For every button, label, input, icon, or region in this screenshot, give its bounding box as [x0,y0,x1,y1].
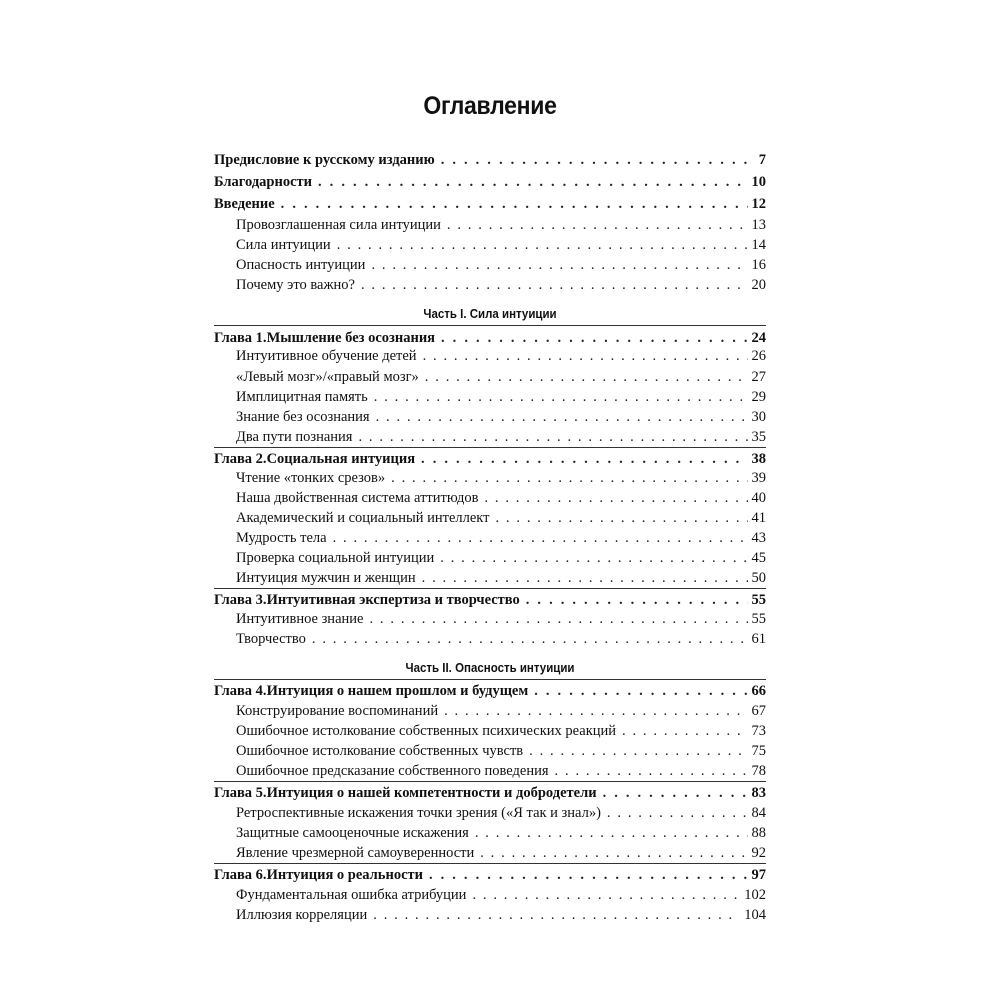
toc-section-title: Имплицитная память [236,389,368,405]
toc-section-page: 61 [751,631,766,647]
leader-dots [361,274,748,296]
chapter-title: Интуитивная экспертиза и творчество [266,592,520,608]
toc-chapter[interactable] [214,864,766,886]
leader-dots [333,527,748,549]
leader-dots [318,171,747,193]
toc-section-title: Ошибочное истолкование собственных психических реакций [236,723,617,739]
toc-section-page: 78 [751,763,766,779]
chapter-number: Глава 1. [214,330,267,346]
toc-section-page: 41 [751,510,766,526]
toc-section[interactable] [214,608,766,630]
toc-section-title: Интуитивное знание [236,611,364,627]
leader-dots [374,386,748,408]
toc-section-page: 67 [751,703,766,719]
toc-section-page: 14 [751,237,766,253]
chapter-number: Глава 3. [214,592,267,608]
leader-dots [371,254,747,276]
leader-dots [475,822,748,844]
toc-section[interactable] [214,467,766,489]
toc-section[interactable] [214,254,766,276]
toc-section-page: 39 [751,470,766,486]
toc-section-title: Провозглашенная сила интуиции [236,217,441,233]
toc-section-page: 88 [751,825,766,841]
toc-section[interactable] [214,345,766,367]
toc-section-title: Интуитивное обучение детей [236,348,417,364]
leader-dots [422,567,748,589]
leader-dots [337,234,748,256]
toc-section-page: 84 [751,805,766,821]
toc-section-page: 43 [751,530,766,546]
toc-section[interactable] [214,720,766,742]
leader-dots [622,720,747,742]
toc-section-title: Явление чрезмерной самоуверенности [236,845,475,861]
leader-dots [484,487,747,509]
leader-dots [441,149,755,171]
toc-section[interactable] [214,760,766,782]
leader-dots [373,904,740,926]
toc-section[interactable] [214,487,766,509]
leader-dots [423,345,748,367]
toc-section[interactable] [214,822,766,844]
leader-dots [391,467,747,489]
chapter-number: Глава 2. [214,451,267,467]
toc-section-title: Наша двойственная система аттитюдов [236,490,479,506]
separator-line [214,325,766,326]
toc-section-title: Чтение «тонких срезов» [236,470,386,486]
toc-section-title: Конструирование воспоминаний [236,703,439,719]
leader-dots [495,507,747,529]
toc-section-title: Ошибочное предсказание собственного поведения [236,763,549,779]
toc-section-page: 40 [751,490,766,506]
toc-section-title: Проверка социальной интуиции [236,550,435,566]
toc-section-page: 50 [751,570,766,586]
toc-entry-introduction[interactable] [214,193,766,215]
toc-section-title: «Левый мозг»/«правый мозг» [236,369,419,385]
toc-section-title: Академический и социальный интеллект [236,510,490,526]
chapter-number: Глава 4. [214,683,267,699]
leader-dots [369,608,747,630]
toc-section[interactable] [214,802,766,824]
leader-dots [607,802,748,824]
toc-section[interactable] [214,406,766,428]
part-heading: Часть I. Сила интуиции [423,307,557,321]
toc-section[interactable] [214,507,766,529]
leader-dots [529,740,747,762]
toc-section-title: Иллюзия корреляции [236,907,368,923]
leader-dots [429,864,748,886]
leader-dots [376,406,748,428]
toc-chapter[interactable] [214,782,766,804]
toc-section[interactable] [214,904,766,926]
leader-dots [440,547,747,569]
toc-section-page: 55 [751,611,766,627]
toc-section-page: 29 [751,389,766,405]
chapter-page: 55 [751,592,766,608]
toc-section-page: 102 [744,887,766,903]
toc-entry-page: 10 [751,174,766,190]
toc-section-page: 27 [751,369,766,385]
chapter-page: 24 [751,330,766,346]
toc-section[interactable] [214,884,766,906]
leader-dots [534,680,747,702]
leader-dots [425,366,748,388]
chapter-title: Интуиция о реальности [266,867,423,883]
toc-section[interactable] [214,628,766,650]
leader-dots [472,884,740,906]
chapter-number: Глава 5. [214,785,267,801]
toc-section[interactable] [214,366,766,388]
toc-section-title: Мудрость тела [236,530,327,546]
chapter-title: Социальная интуиция [266,451,416,467]
leader-dots [603,782,748,804]
toc-section-page: 26 [751,348,766,364]
toc-section-page: 75 [751,743,766,759]
chapter-title: Мышление без осознания [266,330,436,346]
toc-section-title: Знание без осознания [236,409,370,425]
toc-section-title: Почему это важно? [236,277,355,293]
toc-section-page: 13 [751,217,766,233]
toc-section-page: 73 [751,723,766,739]
toc-section[interactable] [214,527,766,549]
toc-entry-preface[interactable] [214,149,766,171]
chapter-number: Глава 6. [214,867,267,883]
toc-section-page: 104 [744,907,766,923]
toc-section[interactable] [214,386,766,408]
leader-dots [480,842,747,864]
toc-section-title: Интуиция мужчин и женщин [236,570,416,586]
toc-section-page: 20 [751,277,766,293]
leader-dots [555,760,748,782]
toc-entry-page: 7 [758,152,766,168]
toc-section-title: Опасность интуиции [236,257,366,273]
toc-section[interactable] [214,274,766,296]
toc-section-title: Два пути познания [236,429,353,445]
toc-section-page: 16 [751,257,766,273]
toc-section-page: 92 [751,845,766,861]
toc-section-title: Защитные самооценочные искажения [236,825,469,841]
toc-section-page: 35 [751,429,766,445]
toc-section-page: 45 [751,550,766,566]
leader-dots [447,214,748,236]
page-title: Оглавление [423,92,557,120]
part-heading: Часть II. Опасность интуиции [405,661,575,675]
toc-section-page: 30 [751,409,766,425]
toc-section[interactable] [214,567,766,589]
leader-dots [281,193,748,215]
toc-section-title: Сила интуиции [236,237,331,253]
toc-section[interactable] [214,214,766,236]
toc-entry-page: 12 [751,196,766,212]
toc-chapter[interactable] [214,680,766,702]
toc-section-title: Творчество [236,631,306,647]
toc-section-title: Ретроспективные искажения точки зрения («Я так и знал») [236,805,601,821]
leader-dots [312,628,748,650]
toc-entry-title: Предисловие к русскому изданию [214,152,435,168]
toc-section-title: Ошибочное истолкование собственных чувств [236,743,524,759]
chapter-page: 83 [751,785,766,801]
chapter-title: Интуиция о нашем прошлом и будущем [266,683,529,699]
toc-section[interactable] [214,740,766,762]
chapter-page: 66 [751,683,766,699]
chapter-page: 38 [751,451,766,467]
toc-section[interactable] [214,842,766,864]
toc-entry-title: Благодарности [214,174,313,190]
chapter-page: 97 [751,867,766,883]
toc-section[interactable] [214,426,766,448]
toc-entry-title: Введение [214,196,275,212]
toc-section[interactable] [214,700,766,722]
toc-section-title: Фундаментальная ошибка атрибуции [236,887,467,903]
toc-section[interactable] [214,547,766,569]
toc-section[interactable] [214,234,766,256]
leader-dots [444,700,747,722]
leader-dots [358,426,747,448]
chapter-title: Интуиция о нашей компетентности и добродетели [266,785,597,801]
toc-entry-acknowledgements[interactable] [214,171,766,193]
